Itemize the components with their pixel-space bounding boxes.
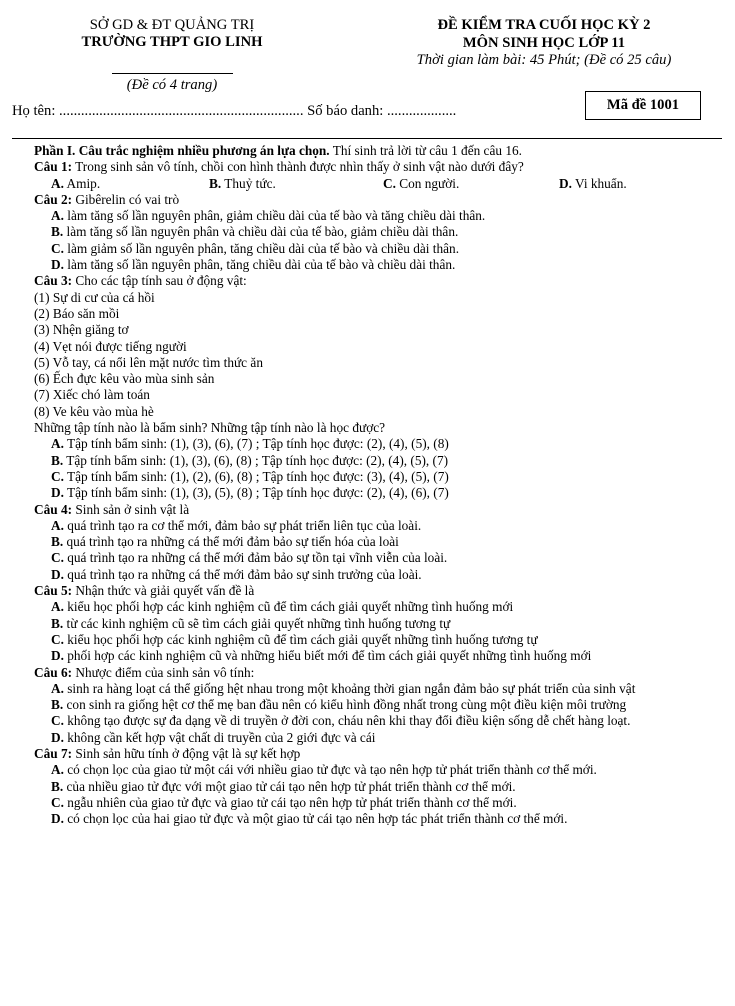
option-letter: B.	[51, 534, 64, 550]
exam-duration: Thời gian làm bài: 45 Phút; (Đề có 25 câu)	[416, 52, 672, 68]
option-letter: D.	[51, 566, 64, 582]
question-2	[34, 192, 699, 208]
option-text: phối hợp các kinh nghiệm cũ và những hiểu biết mới để tìm cách giải quyết những tình huống mới	[63, 648, 592, 664]
option-c	[34, 469, 699, 485]
option-text: Vi khuẩn.	[571, 175, 627, 191]
part-title: Phần I. Câu trắc nghiệm nhiều phương án lựa chọn.	[34, 143, 330, 158]
question-5	[34, 583, 699, 599]
option-a	[34, 762, 699, 778]
option-c	[383, 176, 559, 192]
option-text: không tạo được sự đa dạng về di truyền ở đời con, cháu nên khi thay đổi điều kiện sống dễ chết hàng loạt.	[63, 713, 631, 729]
header-left	[46, 17, 298, 51]
option-a	[34, 208, 699, 224]
option-a	[51, 176, 209, 192]
exam-code-box: Mã đề 1001	[585, 91, 701, 120]
option-text: Tập tính bẩm sinh: (1), (3), (5), (8) ; Tập tính học được: (2), (4), (6), (7)	[63, 485, 449, 501]
behavior-item: (5) Vỗ tay, cá nổi lên mặt nước tìm thức ăn	[34, 354, 263, 370]
option-text: có chọn lọc của hai giao tử đực và một giao tử cái tạo nên hợp tác phát triển thành cơ thể mới.	[63, 811, 568, 827]
option-letter: B.	[51, 615, 64, 631]
pages-note: (Đề có 4 trang)	[126, 77, 218, 93]
question-label: Câu 2:	[34, 191, 73, 207]
option-letter: D.	[51, 729, 64, 745]
option-text: làm tăng số lần nguyên phân, tăng chiều dài của tế bào và chiều dài thân.	[63, 257, 456, 273]
option-text: ngẫu nhiên của giao tử đực và giao tử cái tạo nên hợp tử phát triển thành cơ thể mới.	[63, 794, 517, 810]
option-b	[34, 224, 699, 240]
behavior-item: (7) Xiếc chó làm toán	[34, 387, 150, 403]
name-field-label: Họ tên: ...................................................................	[12, 103, 304, 119]
option-letter: D.	[51, 648, 64, 664]
option-b	[209, 176, 383, 192]
option-b	[34, 697, 699, 713]
option-letter: B.	[51, 452, 64, 468]
behavior-item: (4) Vẹt nói được tiếng người	[34, 338, 187, 354]
option-text: quá trình tạo ra những cá thể mới đảm bảo sự tiến hóa của loài	[63, 534, 399, 550]
part-heading	[34, 143, 699, 159]
option-a	[34, 681, 699, 697]
option-c	[34, 713, 699, 729]
option-letter: B.	[51, 224, 64, 240]
question-text: Gibêrelin có vai trò	[72, 191, 180, 207]
option-text: làm tăng số lần nguyên phân và chiều dài của tế bào, giảm chiều dài thân.	[63, 224, 459, 240]
question-text: Nhược điểm của sinh sản vô tính:	[72, 664, 255, 680]
option-d	[34, 567, 699, 583]
question-label: Câu 7:	[34, 745, 73, 761]
option-letter: A.	[51, 517, 64, 533]
question-label: Câu 5:	[34, 583, 73, 599]
option-d	[34, 730, 699, 746]
question-text: Sinh sản hữu tính ở động vật là sự kết hợp	[72, 745, 301, 761]
option-letter: D.	[559, 175, 572, 191]
candidate-info-line	[12, 103, 456, 119]
option-c	[34, 795, 699, 811]
option-letter: C.	[51, 240, 64, 256]
option-text: Tập tính bẩm sinh: (1), (3), (6), (7) ; Tập tính học được: (2), (4), (5), (8)	[63, 436, 449, 452]
option-b	[34, 779, 699, 795]
option-text: quá trình tạo ra những cá thể mới đảm bảo sự tồn tại vĩnh viễn của loài.	[63, 550, 448, 566]
option-b	[34, 453, 699, 469]
option-a	[34, 518, 699, 534]
header-right	[380, 17, 708, 70]
option-text: của nhiều giao tử đực với một giao tử cái tạo nên hợp tử phát triển thành cơ thể mới.	[63, 778, 516, 794]
question-label: Câu 3:	[34, 273, 73, 289]
option-c	[34, 632, 699, 648]
option-letter: A.	[51, 599, 64, 615]
option-letter: A.	[51, 175, 64, 191]
behavior-item: (2) Báo săn mồi	[34, 305, 120, 321]
option-letter: D.	[51, 257, 64, 273]
option-a	[34, 599, 699, 615]
option-text: Thuỷ tức.	[221, 175, 276, 191]
question-text: Sinh sản ở sinh vật là	[72, 501, 190, 517]
option-text: Tập tính bẩm sinh: (1), (2), (6), (8) ; Tập tính học được: (3), (4), (5), (7)	[63, 468, 449, 484]
header-divider	[112, 73, 233, 74]
subject-title: MÔN SINH HỌC LỚP 11	[462, 34, 626, 51]
option-text: từ các kinh nghiệm cũ sẽ tìm cách giải quyết những tình huống tương tự	[63, 615, 451, 631]
option-b	[34, 534, 699, 550]
question-4	[34, 502, 699, 518]
option-letter: A.	[51, 762, 64, 778]
option-text: kiểu học phối hợp các kinh nghiệm cũ để tìm cách giải quyết những tình huống mới	[63, 599, 514, 615]
question-label: Câu 4:	[34, 501, 73, 517]
option-b	[34, 616, 699, 632]
option-text: làm tăng số lần nguyên phân, giảm chiều dài của tế bào và tăng chiều dài thân.	[63, 208, 486, 224]
question-label: Câu 1:	[34, 159, 73, 175]
sbd-field-label: Số báo danh: ...................	[307, 103, 457, 119]
exam-title: ĐỀ KIỂM TRA CUỐI HỌC KỲ 2	[437, 17, 651, 33]
behavior-item: (1) Sự di cư của cá hồi	[34, 289, 155, 305]
header-rule	[12, 138, 722, 139]
option-letter: A.	[51, 436, 64, 452]
question-text: Trong sinh sản vô tính, chồi con hình thành được nhìn thấy ở sinh vật nào dưới đây?	[72, 159, 524, 175]
option-text: Tập tính bẩm sinh: (1), (3), (6), (8) ; Tập tính học được: (2), (4), (5), (7)	[63, 452, 449, 468]
option-d	[34, 257, 699, 273]
option-d	[34, 648, 699, 664]
option-letter: A.	[51, 208, 64, 224]
option-a	[34, 436, 699, 452]
part-instruction: Thí sinh trả lời từ câu 1 đến câu 16.	[329, 143, 522, 158]
department-name: SỞ GD & ĐT QUẢNG TRỊ	[89, 17, 255, 33]
option-c	[34, 550, 699, 566]
question-1-options	[34, 176, 699, 192]
question-1	[34, 159, 699, 175]
question-text: Nhận thức và giải quyết vấn đề là	[72, 583, 255, 599]
option-d	[34, 811, 699, 827]
option-letter: D.	[51, 811, 64, 827]
option-text: có chọn lọc của giao tử một cái với nhiều giao tử đực và tạo nên hợp tử phát triển thành cơ thể mới.	[63, 762, 597, 778]
option-text: con sinh ra giống hệt cơ thể mẹ ban đầu nên có kiểu hình đồng nhất trong cùng một điều kiện môi trường	[63, 697, 627, 713]
question-text: Cho các tập tính sau ở động vật:	[72, 273, 247, 289]
option-letter: C.	[51, 713, 64, 729]
option-text: Amip.	[63, 175, 101, 191]
option-letter: D.	[51, 485, 64, 501]
behavior-item: (8) Ve kêu vào mùa hè	[34, 403, 154, 419]
question-label: Câu 6:	[34, 664, 73, 680]
option-letter: B.	[51, 697, 64, 713]
option-letter: C.	[383, 175, 396, 191]
option-letter: C.	[51, 794, 64, 810]
option-text: không cần kết hợp vật chất di truyền của 2 giới đực và cái	[63, 729, 376, 745]
option-letter: B.	[209, 175, 222, 191]
option-c	[34, 241, 699, 257]
option-letter: C.	[51, 550, 64, 566]
option-letter: C.	[51, 468, 64, 484]
behavior-item: (6) Ếch đực kêu vào mùa sinh sản	[34, 371, 215, 387]
option-letter: A.	[51, 680, 64, 696]
question-prompt: Những tập tính nào là bẩm sinh? Những tập tính nào là học được?	[34, 420, 386, 436]
option-text: quá trình tạo ra cơ thể mới, đảm bảo sự phát triển liên tục của loài.	[63, 517, 422, 533]
option-d	[559, 176, 627, 192]
behavior-item: (3) Nhện giăng tơ	[34, 322, 129, 338]
question-3	[34, 273, 699, 289]
option-text: sinh ra hàng loạt cá thể giống hệt nhau trong một khoảng thời gian ngắn đảm bảo sự phát triển của sinh vật	[63, 680, 636, 696]
option-letter: B.	[51, 778, 64, 794]
exam-content	[34, 143, 699, 827]
school-name: TRƯỜNG THPT GIO LINH	[81, 34, 263, 50]
option-text: Con người.	[395, 175, 460, 191]
option-letter: C.	[51, 631, 64, 647]
option-text: làm giảm số lần nguyên phân, tăng chiều dài của tế bào và chiều dài thân.	[63, 240, 460, 256]
question-7	[34, 746, 699, 762]
option-text: quá trình tạo ra những cá thể mới đảm bảo sự sinh trưởng của loài.	[63, 566, 422, 582]
option-d	[34, 485, 699, 501]
option-text: kiểu học phối hợp các kinh nghiệm cũ để tìm cách giải quyết những tình huống tương tự	[63, 631, 538, 647]
question-6	[34, 665, 699, 681]
